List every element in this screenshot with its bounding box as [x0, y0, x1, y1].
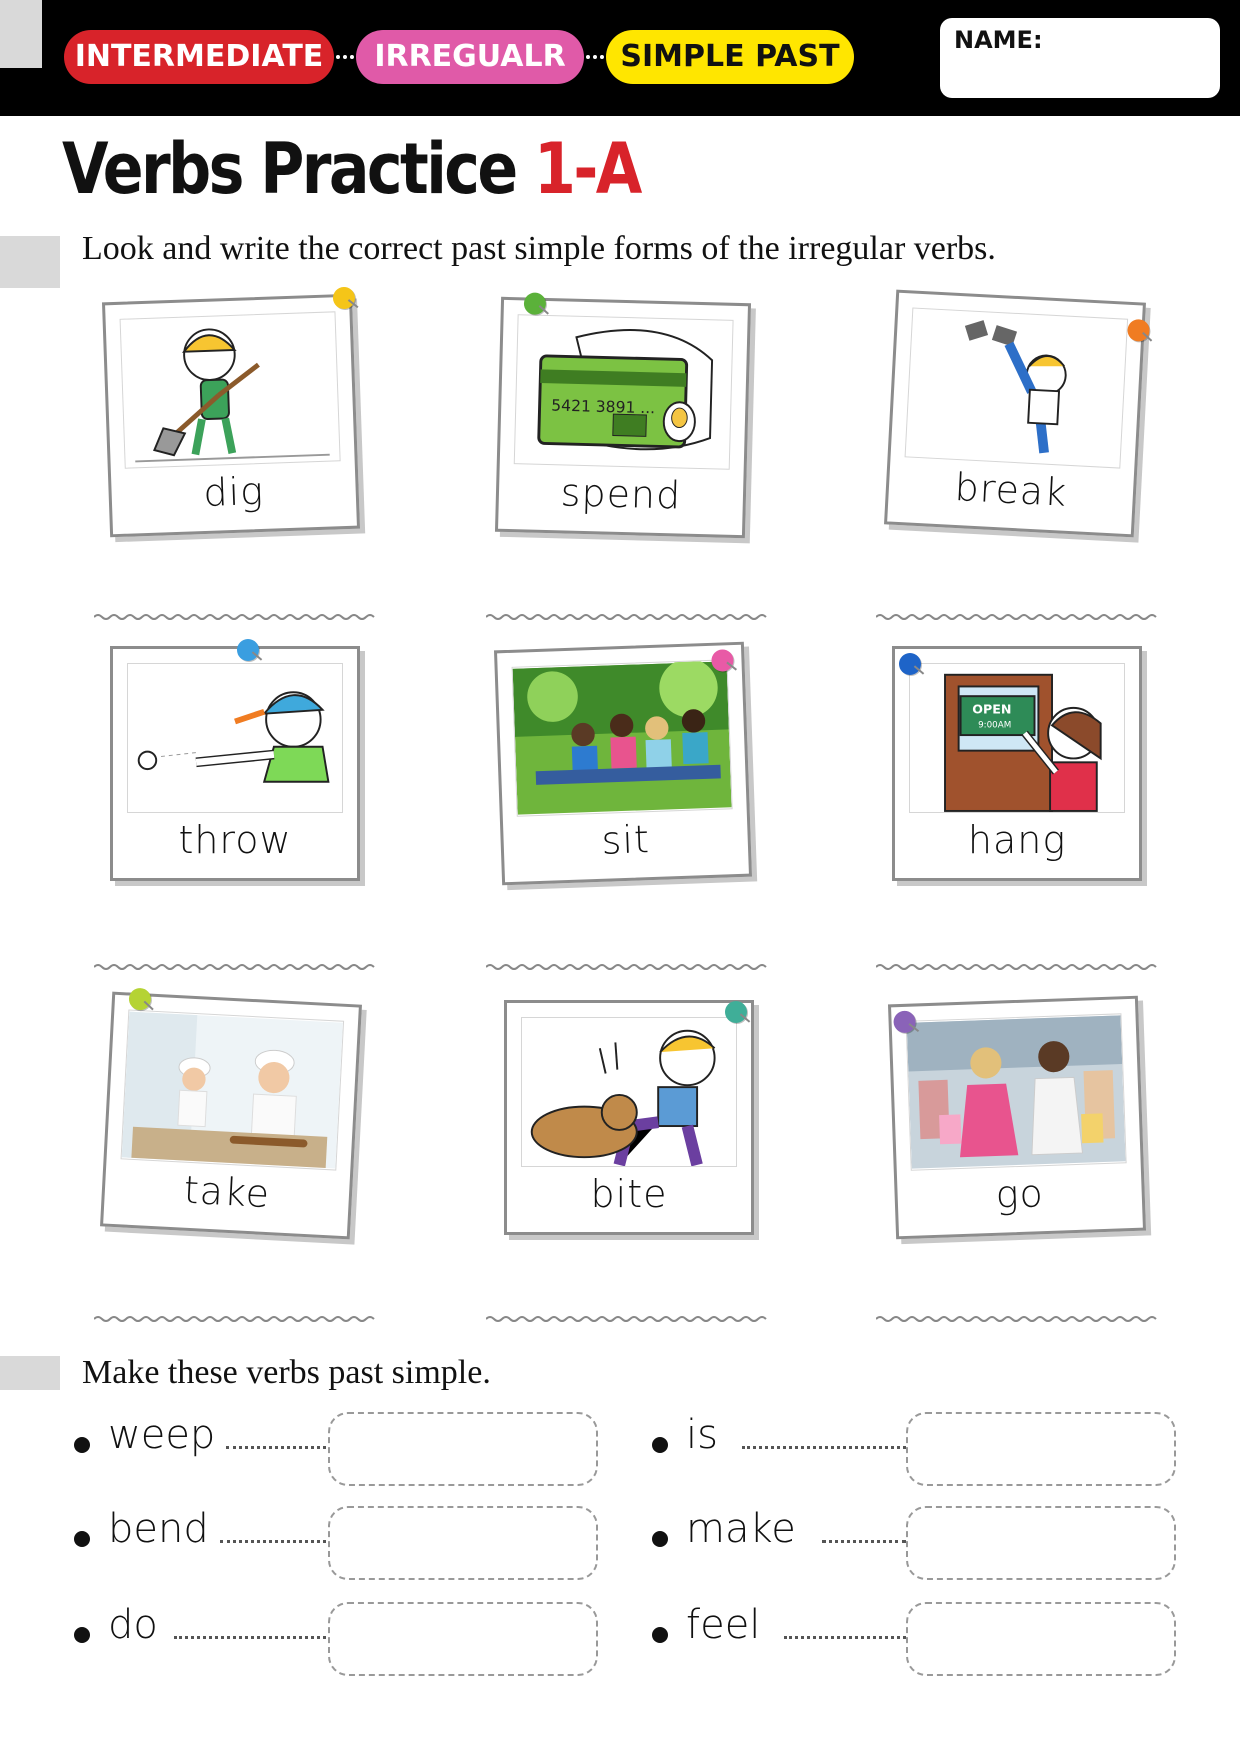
svg-text:9:00AM: 9:00AM — [978, 720, 1012, 731]
dotted-leader — [784, 1636, 906, 1639]
answer-box[interactable] — [328, 1412, 598, 1486]
answer-line[interactable] — [94, 612, 376, 622]
kids-baking-photo — [121, 1009, 345, 1170]
picture-card — [504, 1000, 754, 1235]
verb-text: feel — [686, 1602, 761, 1648]
verb-label: break — [953, 464, 1069, 515]
answer-line[interactable] — [486, 1314, 768, 1324]
credit-card-icon — [514, 314, 734, 470]
pin-icon — [237, 639, 259, 661]
verb-label: go — [994, 1171, 1045, 1217]
part1-instruction: Look and write the correct past simple forms of the irregular verbs. — [82, 230, 996, 267]
bullet — [652, 1627, 668, 1643]
name-field[interactable] — [940, 18, 1220, 98]
picture-card — [494, 642, 752, 886]
picture-card — [100, 992, 362, 1240]
verb-text: is — [686, 1412, 718, 1458]
verb-label: sit — [600, 817, 651, 863]
pin-icon — [333, 287, 356, 310]
answer-line[interactable] — [876, 962, 1158, 972]
verb-text: make — [686, 1506, 796, 1552]
answer-line[interactable] — [486, 962, 768, 972]
picture-card — [888, 996, 1146, 1240]
picture-card — [884, 290, 1146, 538]
verb-label: take — [182, 1167, 272, 1217]
answer-box[interactable] — [328, 1506, 598, 1580]
verb-text: bend — [108, 1506, 209, 1552]
dotted-connector — [336, 55, 354, 59]
answer-line[interactable] — [876, 1314, 1158, 1324]
header-bar — [0, 0, 1240, 116]
answer-box[interactable] — [906, 1602, 1176, 1676]
verb-label: dig — [202, 468, 265, 515]
section-marker — [0, 236, 60, 288]
title-code: 1-A — [534, 128, 640, 210]
digging-kid-icon — [120, 311, 341, 468]
verb-item — [652, 1602, 1192, 1662]
dotted-leader — [226, 1446, 326, 1449]
answer-line[interactable] — [876, 612, 1158, 622]
verb-label: hang — [967, 818, 1067, 862]
svg-text:5421 3891 ...: 5421 3891 ... — [551, 396, 656, 418]
category-badge: IRREGUALR — [356, 30, 584, 84]
dotted-leader — [174, 1636, 326, 1639]
dotted-leader — [220, 1540, 326, 1543]
answer-box[interactable] — [906, 1412, 1176, 1486]
answer-box[interactable] — [906, 1506, 1176, 1580]
answer-line[interactable] — [94, 1314, 376, 1324]
verb-item — [74, 1602, 604, 1662]
verb-text: weep — [108, 1412, 216, 1458]
picture-card — [110, 646, 360, 881]
friends-sitting-photo — [512, 659, 733, 816]
verb-item — [652, 1506, 1192, 1566]
answer-box[interactable] — [328, 1602, 598, 1676]
corner-tab — [0, 0, 42, 68]
topic-badge: SIMPLE PAST — [606, 30, 854, 84]
pin-icon — [711, 649, 734, 672]
verb-label: throw — [178, 818, 292, 862]
section-marker — [0, 1356, 60, 1390]
bullet — [74, 1531, 90, 1547]
bullet — [652, 1437, 668, 1453]
pin-icon — [128, 988, 151, 1011]
pin-icon — [899, 653, 921, 675]
answer-line[interactable] — [486, 612, 768, 622]
page-title — [62, 128, 640, 210]
bullet — [74, 1627, 90, 1643]
bullet — [74, 1437, 90, 1453]
karate-kick-icon — [905, 307, 1129, 468]
bullet — [652, 1531, 668, 1547]
dog-biting-icon — [521, 1017, 737, 1167]
picture-card — [102, 294, 360, 538]
verb-text: do — [108, 1602, 158, 1648]
verb-label: bite — [590, 1172, 668, 1216]
throwing-ball-icon — [127, 663, 343, 813]
answer-line[interactable] — [94, 962, 376, 972]
pin-icon — [524, 292, 547, 315]
verb-item — [652, 1412, 1192, 1472]
title-main: Verbs Practice — [62, 128, 516, 210]
verb-item — [74, 1412, 604, 1472]
level-badge: INTERMEDIATE — [64, 30, 334, 84]
dotted-leader — [742, 1446, 906, 1449]
verb-label: spend — [560, 470, 682, 518]
dotted-leader — [822, 1540, 906, 1543]
verb-item — [74, 1506, 604, 1566]
svg-text:OPEN: OPEN — [972, 701, 1012, 717]
dotted-connector — [586, 55, 604, 59]
pin-icon — [1127, 319, 1150, 342]
part2-instruction: Make these verbs past simple. — [82, 1354, 491, 1391]
pin-icon — [725, 1001, 747, 1023]
open-sign-door-icon — [909, 663, 1125, 813]
name-label: NAME: — [954, 26, 1043, 54]
picture-card — [892, 646, 1142, 881]
picture-card — [495, 297, 751, 538]
shopping-women-photo — [906, 1013, 1127, 1170]
